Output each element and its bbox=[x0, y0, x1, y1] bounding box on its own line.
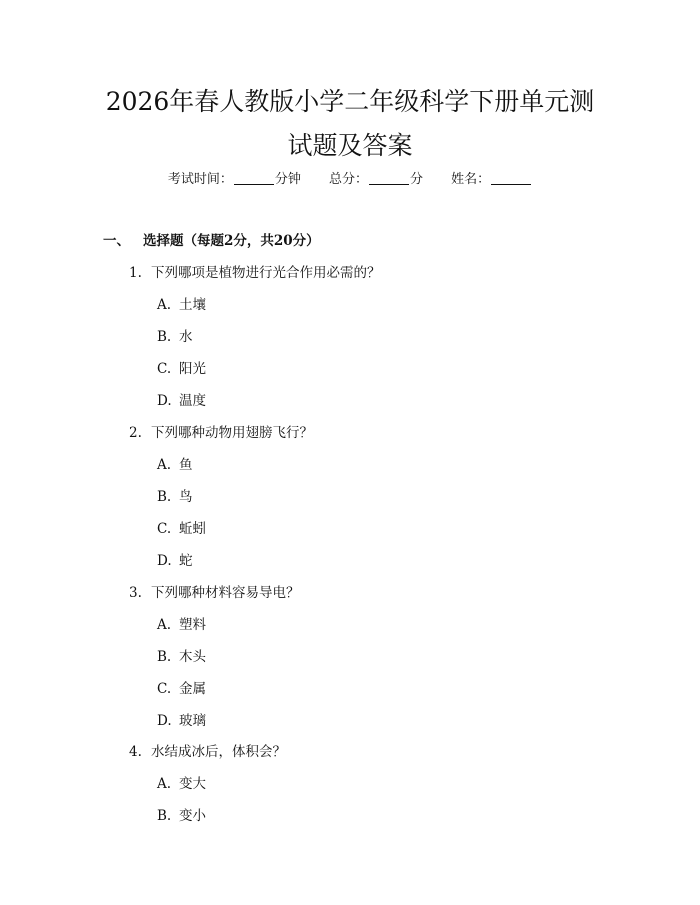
exam-time-label: 考试时间： bbox=[167, 172, 233, 187]
exam-time-blank bbox=[234, 184, 274, 185]
question-3-option-d bbox=[157, 709, 206, 729]
total-score-unit: 分 bbox=[410, 172, 424, 187]
option-text: 土壤 bbox=[179, 297, 206, 313]
option-letter: B. bbox=[157, 489, 172, 505]
option-letter: D. bbox=[157, 553, 172, 569]
option-letter: B. bbox=[157, 808, 172, 824]
question-text: 下列哪项是植物进行光合作用必需的？ bbox=[151, 265, 381, 281]
option-letter: C. bbox=[157, 681, 172, 697]
student-name-label: 姓名： bbox=[451, 172, 491, 187]
option-text: 鸟 bbox=[179, 489, 193, 505]
exam-info-row bbox=[0, 168, 700, 187]
option-letter: A. bbox=[157, 617, 172, 633]
question-1 bbox=[129, 261, 381, 281]
section-title: 选择题（每题2分，共20分） bbox=[143, 233, 320, 249]
option-text: 变大 bbox=[179, 776, 206, 792]
option-letter: D. bbox=[157, 393, 172, 409]
option-letter: B. bbox=[157, 329, 172, 345]
option-letter: D. bbox=[157, 713, 172, 729]
question-1-option-b bbox=[157, 325, 193, 345]
question-4-option-a bbox=[157, 772, 206, 792]
question-3 bbox=[129, 581, 300, 601]
question-2-option-c bbox=[157, 517, 206, 537]
option-text: 变小 bbox=[179, 808, 206, 824]
question-3-option-b bbox=[157, 645, 206, 665]
question-4 bbox=[129, 740, 286, 760]
option-letter: A. bbox=[157, 776, 172, 792]
option-letter: B. bbox=[157, 649, 172, 665]
section-heading bbox=[103, 229, 320, 249]
option-text: 金属 bbox=[179, 681, 206, 697]
total-score-blank bbox=[369, 184, 409, 185]
option-text: 鱼 bbox=[179, 457, 193, 473]
student-name-blank bbox=[491, 184, 531, 185]
question-1-option-c bbox=[157, 357, 206, 377]
student-name-field bbox=[451, 168, 532, 187]
question-4-option-b bbox=[157, 804, 206, 824]
option-letter: C. bbox=[157, 521, 172, 537]
question-2-option-a bbox=[157, 453, 193, 473]
option-text: 蛇 bbox=[179, 553, 193, 569]
page-title bbox=[80, 86, 620, 162]
question-text: 下列哪种材料容易导电？ bbox=[151, 585, 300, 601]
question-3-option-a bbox=[157, 613, 206, 633]
total-score-field bbox=[329, 168, 423, 187]
option-text: 玻璃 bbox=[179, 713, 206, 729]
question-text: 水结成冰后，体积会？ bbox=[151, 744, 286, 760]
total-score-label: 总分： bbox=[328, 172, 368, 187]
question-text: 下列哪种动物用翅膀飞行？ bbox=[151, 425, 313, 441]
question-1-option-a bbox=[157, 293, 206, 313]
question-number: 3. bbox=[129, 585, 142, 601]
question-2-option-b bbox=[157, 485, 193, 505]
question-number: 1. bbox=[129, 265, 142, 281]
question-2-option-d bbox=[157, 549, 193, 569]
option-text: 蚯蚓 bbox=[179, 521, 206, 537]
title-line-1: 2026年春人教版小学二年级科学下册单元测 bbox=[105, 87, 595, 116]
title-line-2: 试题及答案 bbox=[287, 131, 413, 160]
option-text: 木头 bbox=[179, 649, 206, 665]
option-text: 温度 bbox=[179, 393, 206, 409]
question-number: 2. bbox=[129, 425, 142, 441]
question-3-option-c bbox=[157, 677, 206, 697]
option-letter: C. bbox=[157, 361, 172, 377]
option-letter: A. bbox=[157, 297, 172, 313]
question-number: 4. bbox=[129, 744, 142, 760]
option-text: 阳光 bbox=[179, 361, 206, 377]
exam-time-unit: 分钟 bbox=[274, 172, 301, 187]
option-letter: A. bbox=[157, 457, 172, 473]
exam-time-field bbox=[168, 168, 301, 187]
section-number: 一、 bbox=[103, 233, 130, 249]
question-2 bbox=[129, 421, 313, 441]
option-text: 塑料 bbox=[179, 617, 206, 633]
question-1-option-d bbox=[157, 389, 206, 409]
option-text: 水 bbox=[179, 329, 193, 345]
